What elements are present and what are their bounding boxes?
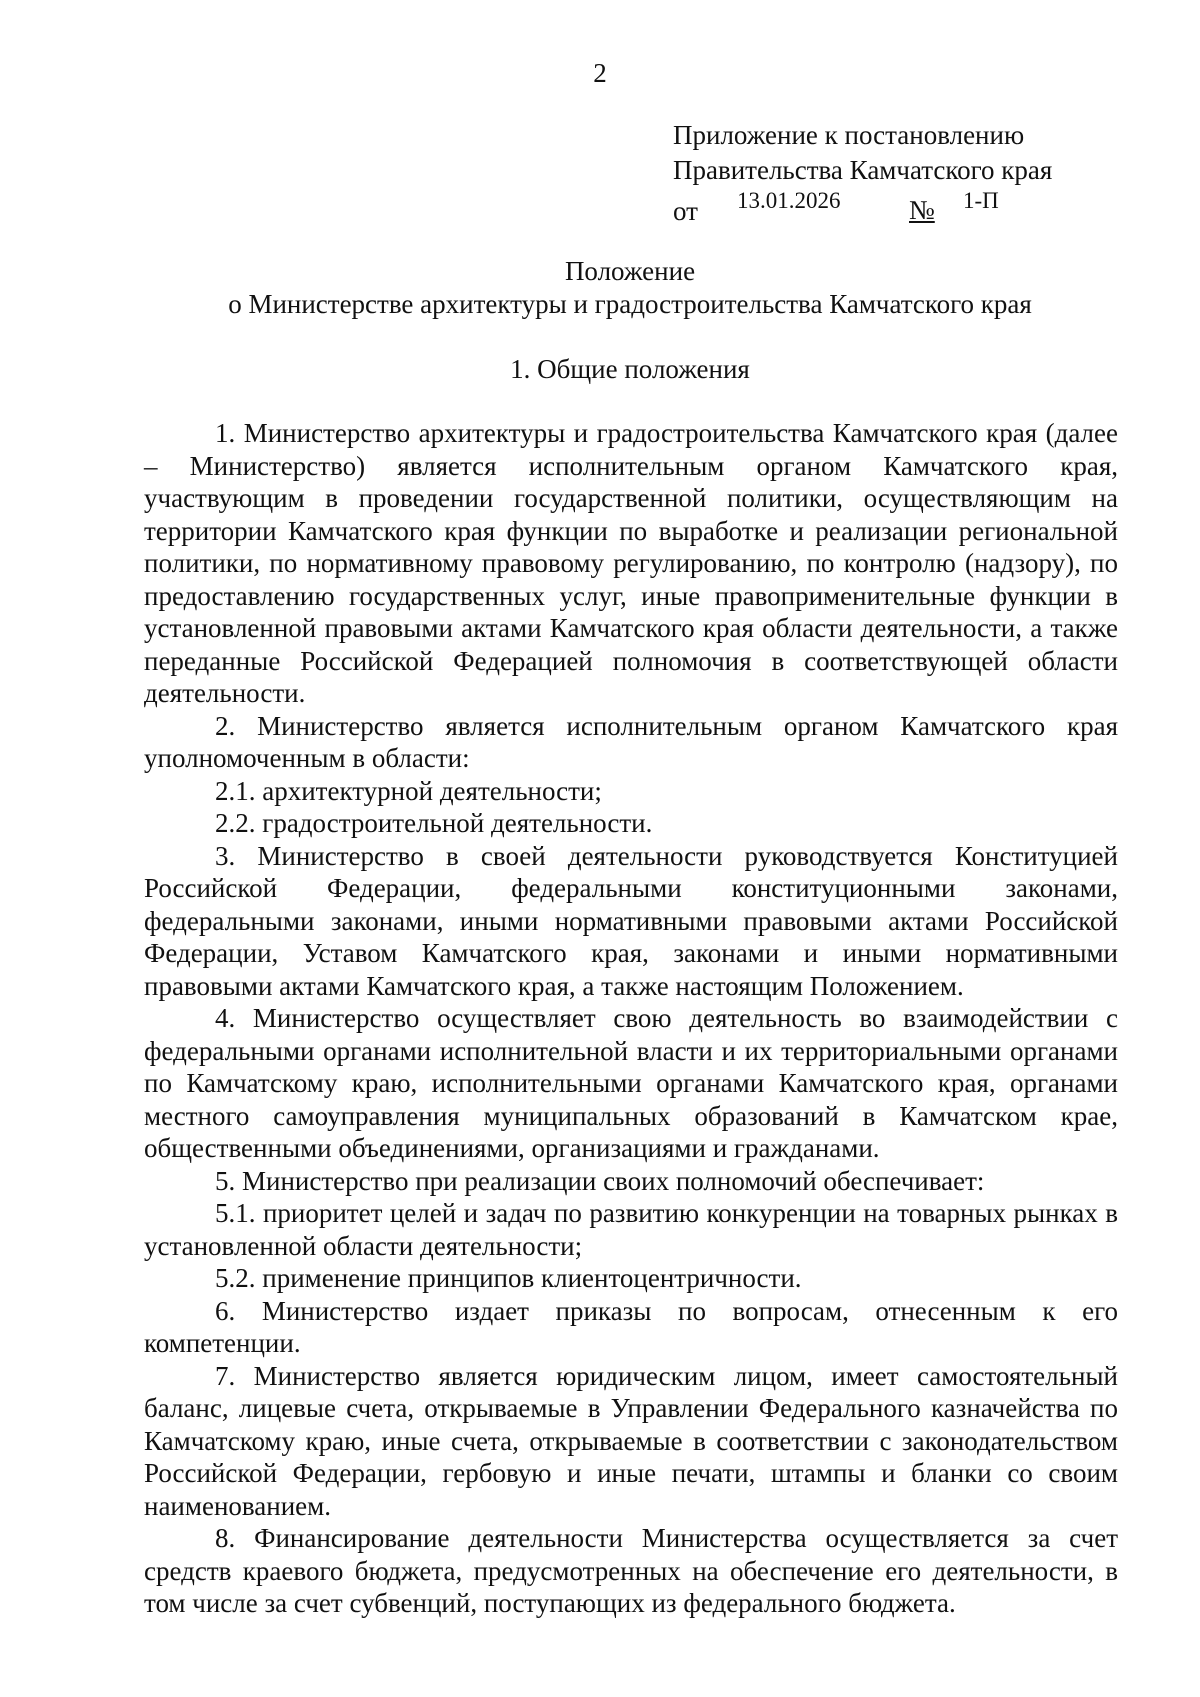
document-body — [144, 417, 1118, 1620]
paragraph-5: 5. Министерство при реализации своих полномочий обеспечивает: — [215, 1165, 985, 1196]
resolution-number: 1-П — [963, 188, 999, 213]
paragraph-6: 6. Министерство издает приказы по вопросам, отнесенным к его компетенции. — [144, 1295, 1118, 1358]
paragraph-2-1: 2.1. архитектурной деятельности; — [215, 775, 602, 806]
title-line-2: о Министерстве архитектуры и градостроительства Камчатского края — [228, 289, 1032, 319]
section-heading: 1. Общие положения — [510, 354, 750, 384]
appendix-line-2: Правительства Камчатского края — [673, 155, 1053, 185]
number-sign: № — [909, 195, 935, 225]
paragraph-2-2: 2.2. градостроительной деятельности. — [215, 808, 653, 838]
document-title — [0, 255, 1200, 321]
resolution-date: 13.01.2026 — [737, 188, 841, 213]
appendix-header — [673, 118, 1153, 228]
paragraph-3: 3. Министерство в своей деятельности руководствуется Конституцией Российской Федерации, федеральными конституционными законами, федеральными законами, иными нормативными правовыми актами Российской Федерации, Уставом Камчатского края, законами и иными нормативными правовыми актами Камчатского края, а также настоящим Положением. — [144, 840, 1118, 1001]
paragraph-5-1: 5.1. приоритет целей и задач по развитию конкуренции на товарных рынках в установленной области деятельности; — [144, 1198, 1118, 1261]
paragraph-7: 7. Министерство является юридическим лицом, имеет самостоятельный баланс, лицевые счета, открываемые в Управлении Федерального казначейства по Камчатскому краю, иные счета, открываемые в соответствии с законодательством Российской Федерации, гербовую и иные печати, штампы и бланки со своим наименованием. — [144, 1360, 1118, 1521]
paragraph-4: 4. Министерство осуществляет свою деятельность во взаимодействии с федеральными органами исполнительной власти и их территориальными органами по Камчатскому краю, исполнительными органами Камчатского края, органами местного самоуправления муниципальных образований в Камчатском крае, общественными объединениями, организациями и гражданами. — [144, 1003, 1118, 1163]
from-label: от — [673, 196, 698, 226]
appendix-date-line — [673, 188, 1153, 228]
paragraph-5-2: 5.2. применение принципов клиентоцентричности. — [215, 1263, 802, 1293]
paragraph-1: 1. Министерство архитектуры и градостроительства Камчатского края (далее – Министерство) является исполнительным органом Камчатского края, участвующим в проведении государственной политики, осуществляющим на территории Камчатского края функции по выработке и реализации региональной политики, по нормативному правовому регулированию, по контролю (надзору), по предоставлению государственных услуг, иные правоприменительные функции в установленной правовыми актами Камчатского края области деятельности, а также переданные Российской Федерацией полномочия в соответствующей области деятельности. — [144, 418, 1118, 708]
paragraph-8: 8. Финансирование деятельности Министерства осуществляется за счет средств краевого бюджета, предусмотренных на обеспечение его деятельности, в том числе за счет субвенций, поступающих из федерального бюджета. — [144, 1523, 1118, 1618]
paragraph-2: 2. Министерство является исполнительным органом Камчатского края уполномоченным в области: — [144, 710, 1118, 773]
title-line-1: Положение — [564, 256, 696, 286]
page-number: 2 — [593, 58, 607, 88]
appendix-line-1: Приложение к постановлению — [673, 120, 1025, 150]
